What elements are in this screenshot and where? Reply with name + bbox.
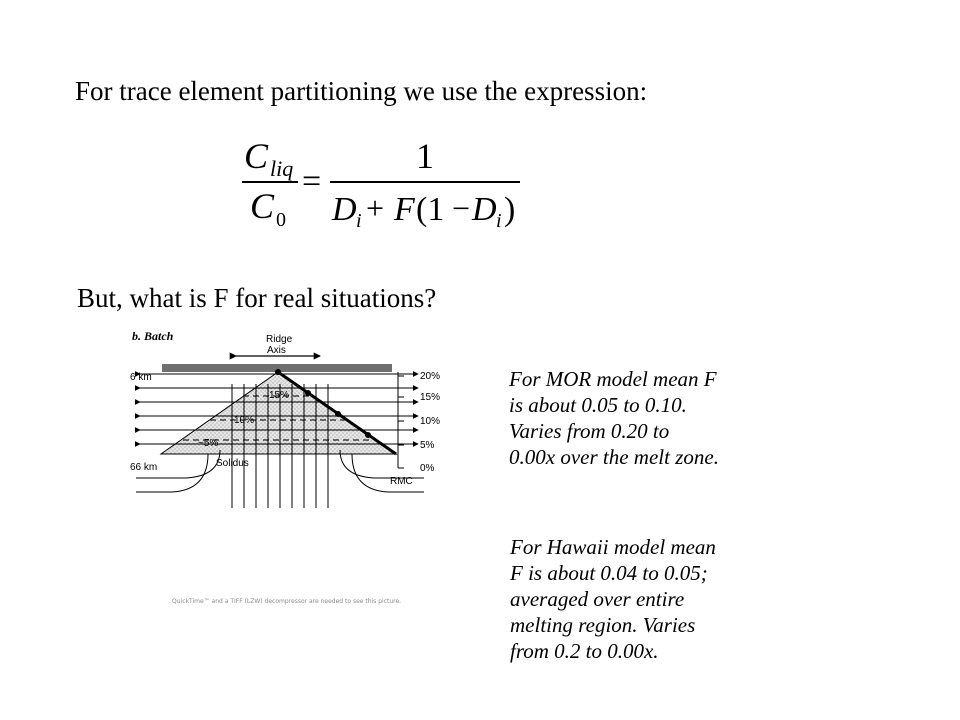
path-dot: [305, 390, 311, 396]
hawaii-model-note: [510, 534, 716, 664]
equals-sign: =: [302, 163, 322, 200]
solidus-label: Solidus: [216, 458, 249, 469]
rhs-denominator-f: F: [394, 191, 415, 228]
hawaii-note-line: melting region. Varies: [510, 613, 696, 637]
contour-5-label: ~5%: [198, 438, 219, 449]
path-dot: [275, 369, 281, 375]
rhs-denominator-d-subscript: i: [356, 210, 362, 232]
contour-10-label: 10%: [234, 415, 255, 426]
lhs-denominator: C: [250, 186, 275, 226]
rhs-denominator-d: D: [332, 191, 357, 228]
rhs-denominator-plus: +: [366, 190, 385, 226]
batch-melting-diagram: [128, 326, 468, 512]
lhs-numerator: C: [244, 136, 269, 176]
rhs-denominator-minus: −: [452, 190, 471, 226]
scale-5-label: 5%: [420, 440, 435, 451]
lhs-denominator-subscript: 0: [276, 209, 286, 231]
lhs-numerator-subscript: liq: [270, 156, 294, 181]
depth-bottom-label: 66 km: [130, 462, 158, 473]
rhs-denominator-d2: D: [472, 191, 497, 228]
curved-flow-right: [352, 454, 424, 492]
depth-top-label: 6 km: [130, 372, 152, 383]
subtitle: But, what is F for real situations?: [77, 283, 437, 313]
rmc-label: RMC: [390, 476, 413, 487]
rhs-denominator-close: ): [504, 191, 516, 228]
hawaii-note-line: F is about 0.04 to 0.05;: [510, 561, 708, 585]
contour-15-label: 15%: [269, 390, 290, 401]
path-dot: [335, 411, 341, 417]
scale-15-label: 15%: [420, 392, 441, 403]
ridge-label-line2: Axis: [267, 345, 286, 356]
scale-20-label: 20%: [420, 371, 441, 382]
path-dot: [365, 432, 371, 438]
hawaii-note-line: averaged over entire: [510, 587, 685, 611]
mor-model-note: [509, 366, 719, 470]
mor-note-line: 0.00x over the melt zone.: [509, 445, 719, 469]
panel-label: b. Batch: [132, 329, 174, 343]
quicktime-placeholder-note: QuickTime™ and a TIFF (LZW) decompressor are needed to see this picture.: [172, 598, 402, 605]
mor-note-line: Varies from 0.20 to: [509, 419, 670, 443]
hawaii-note-line: from 0.2 to 0.00x.: [510, 639, 659, 663]
scale-10-label: 10%: [420, 416, 441, 427]
curved-flow-left: [136, 454, 208, 492]
partition-equation: [230, 130, 530, 240]
slide-title: For trace element partitioning we use the expression:: [75, 76, 648, 106]
mor-note-line: is about 0.05 to 0.10.: [509, 393, 687, 417]
rhs-denominator-open: (1: [416, 191, 445, 228]
rhs-denominator-d2-subscript: i: [496, 210, 502, 232]
hawaii-note-line: For Hawaii model mean: [510, 535, 716, 559]
rhs-numerator: 1: [416, 136, 434, 176]
mor-note-line: For MOR model mean F: [509, 367, 717, 391]
scale-0-label: 0%: [420, 463, 435, 474]
melt-region: [161, 372, 396, 454]
ridge-label-line1: Ridge: [266, 334, 293, 345]
